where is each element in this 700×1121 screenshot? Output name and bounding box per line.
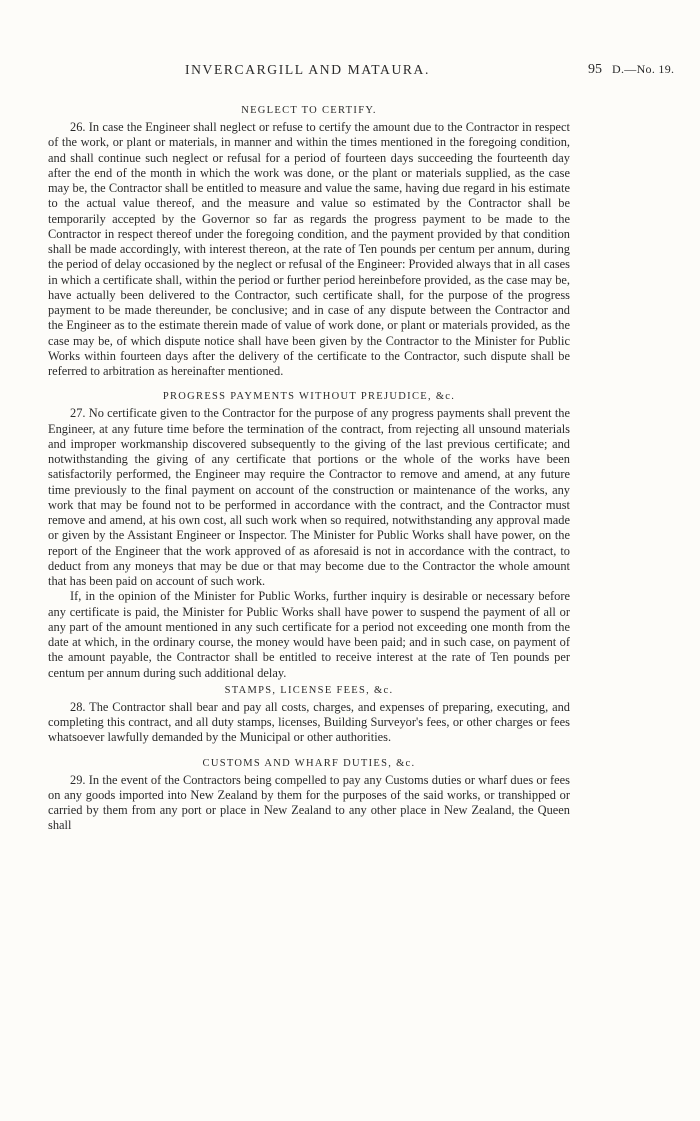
document-reference: D.—No. 19.	[612, 62, 675, 76]
paragraph-26: 26. In case the Engineer shall neglect or refuse to certify the amount due to the Contractor in respect of the work, or plant or materials, in manner and within the times mentioned in the foregoing condition, and shall continue such neglect or refusal for a period of fourteen days succeeding the fourteenth day after the end of the month in which the work was done, or the plant or materials supplied, as the case may be, the Contractor shall be entitled to measure and value the same, having due regard in his estimate to the actual value thereof, and the measure and value so estimated by the Contractor shall be temporarily accepted by the Governor so far as regards the progress payment to be made to the Contractor in respect thereof under the foregoing condition, and the payment provided by that condition shall be made accordingly, with interest thereon, at the rate of Ten pounds per centum per annum, during the period of delay occasioned by the neglect or refusal of the Engineer: Provided always that in all cases in which a certificate shall, within the period or further period hereinbefore provided, as the case may be, have actually been delivered to the Contractor, such certificate shall, for the purpose of the progress payment to be made thereunder, be conclusive; and in case of any dispute between the Contractor and the Engineer as to the estimate therein made of value of work done, or plant or materials provided, as the case may be, of which dispute notice shall have been given by the Contractor to the Minister for Public Works within fourteen days after the delivery of the certificate to the Contractor, such dispute shall be referred to arbitration as hereinafter mentioned.	[48, 120, 570, 378]
paragraph-29: 29. In the event of the Contractors being compelled to pay any Customs duties or wharf dues or fees on any goods imported into New Zealand by them for the purposes of the said works, or transhipped or carried by them from any port or place in New Zealand to any other place in New Zealand, the Queen shall	[48, 772, 570, 833]
paragraph-27-continued: If, in the opinion of the Minister for Public Works, further inquiry is desirable or necessary before any certificate is paid, the Minister for Public Works shall have power to suspend the payment of all or any part of the amount mentioned in any such certificate for a period not exceeding one month from the date at which, in the ordinary course, the money would have been paid; and in such case, on payment of the amount payable, the Contractor shall be entitled to receive interest at the rate of Ten pounds per centum per annum during such additional delay.	[48, 589, 570, 680]
body-text	[48, 103, 570, 834]
section-heading-progress-payments: PROGRESS PAYMENTS WITHOUT PREJUDICE, &c.	[162, 391, 456, 403]
section-heading-customs-wharf-duties: CUSTOMS AND WHARF DUTIES, &c.	[202, 757, 416, 769]
page-header	[0, 62, 700, 82]
paragraph-28: 28. The Contractor shall bear and pay all costs, charges, and expenses of preparing, executing, and completing this contract, and all duty stamps, licenses, Building Surveyor's fees, or other charges or fees whatsoever lawfully demanded by the Municipal or other authorities.	[48, 699, 570, 745]
section-heading-stamps-license-fees: STAMPS, LICENSE FEES, &c.	[224, 684, 394, 696]
section-heading-neglect-to-certify: NEGLECT TO CERTIFY.	[241, 105, 377, 116]
paragraph-27: 27. No certificate given to the Contractor for the purpose of any progress payments shall prevent the Engineer, at any future time before the termination of the contract, from rejecting all unsound materials and improper workmanship discovered subsequently to the giving of the last previous certificate; and notwithstanding the giving of any certificate that portions or the whole of the works have been satisfactorily performed, the Engineer may require the Contractor to remove and amend, at any future time previously to the final payment on account of the construction or maintenance of the works, any work that may be found not to be performed in accordance with the contract, and the Contractor must remove and amend, at his own cost, all such work when so required, notwithstanding any approval made or given by the Assistant Engineer or Inspector. The Minister for Public Works shall have power, on the report of the Engineer that the work approved of as aforesaid is not in accordance with the contract, to deduct from any moneys that may be due or that may become due to the Contractor the whole amount that has been paid on account of such work.	[48, 406, 570, 588]
page-number: 95	[588, 62, 602, 77]
running-title: INVERCARGILL AND MATAURA.	[185, 62, 430, 77]
